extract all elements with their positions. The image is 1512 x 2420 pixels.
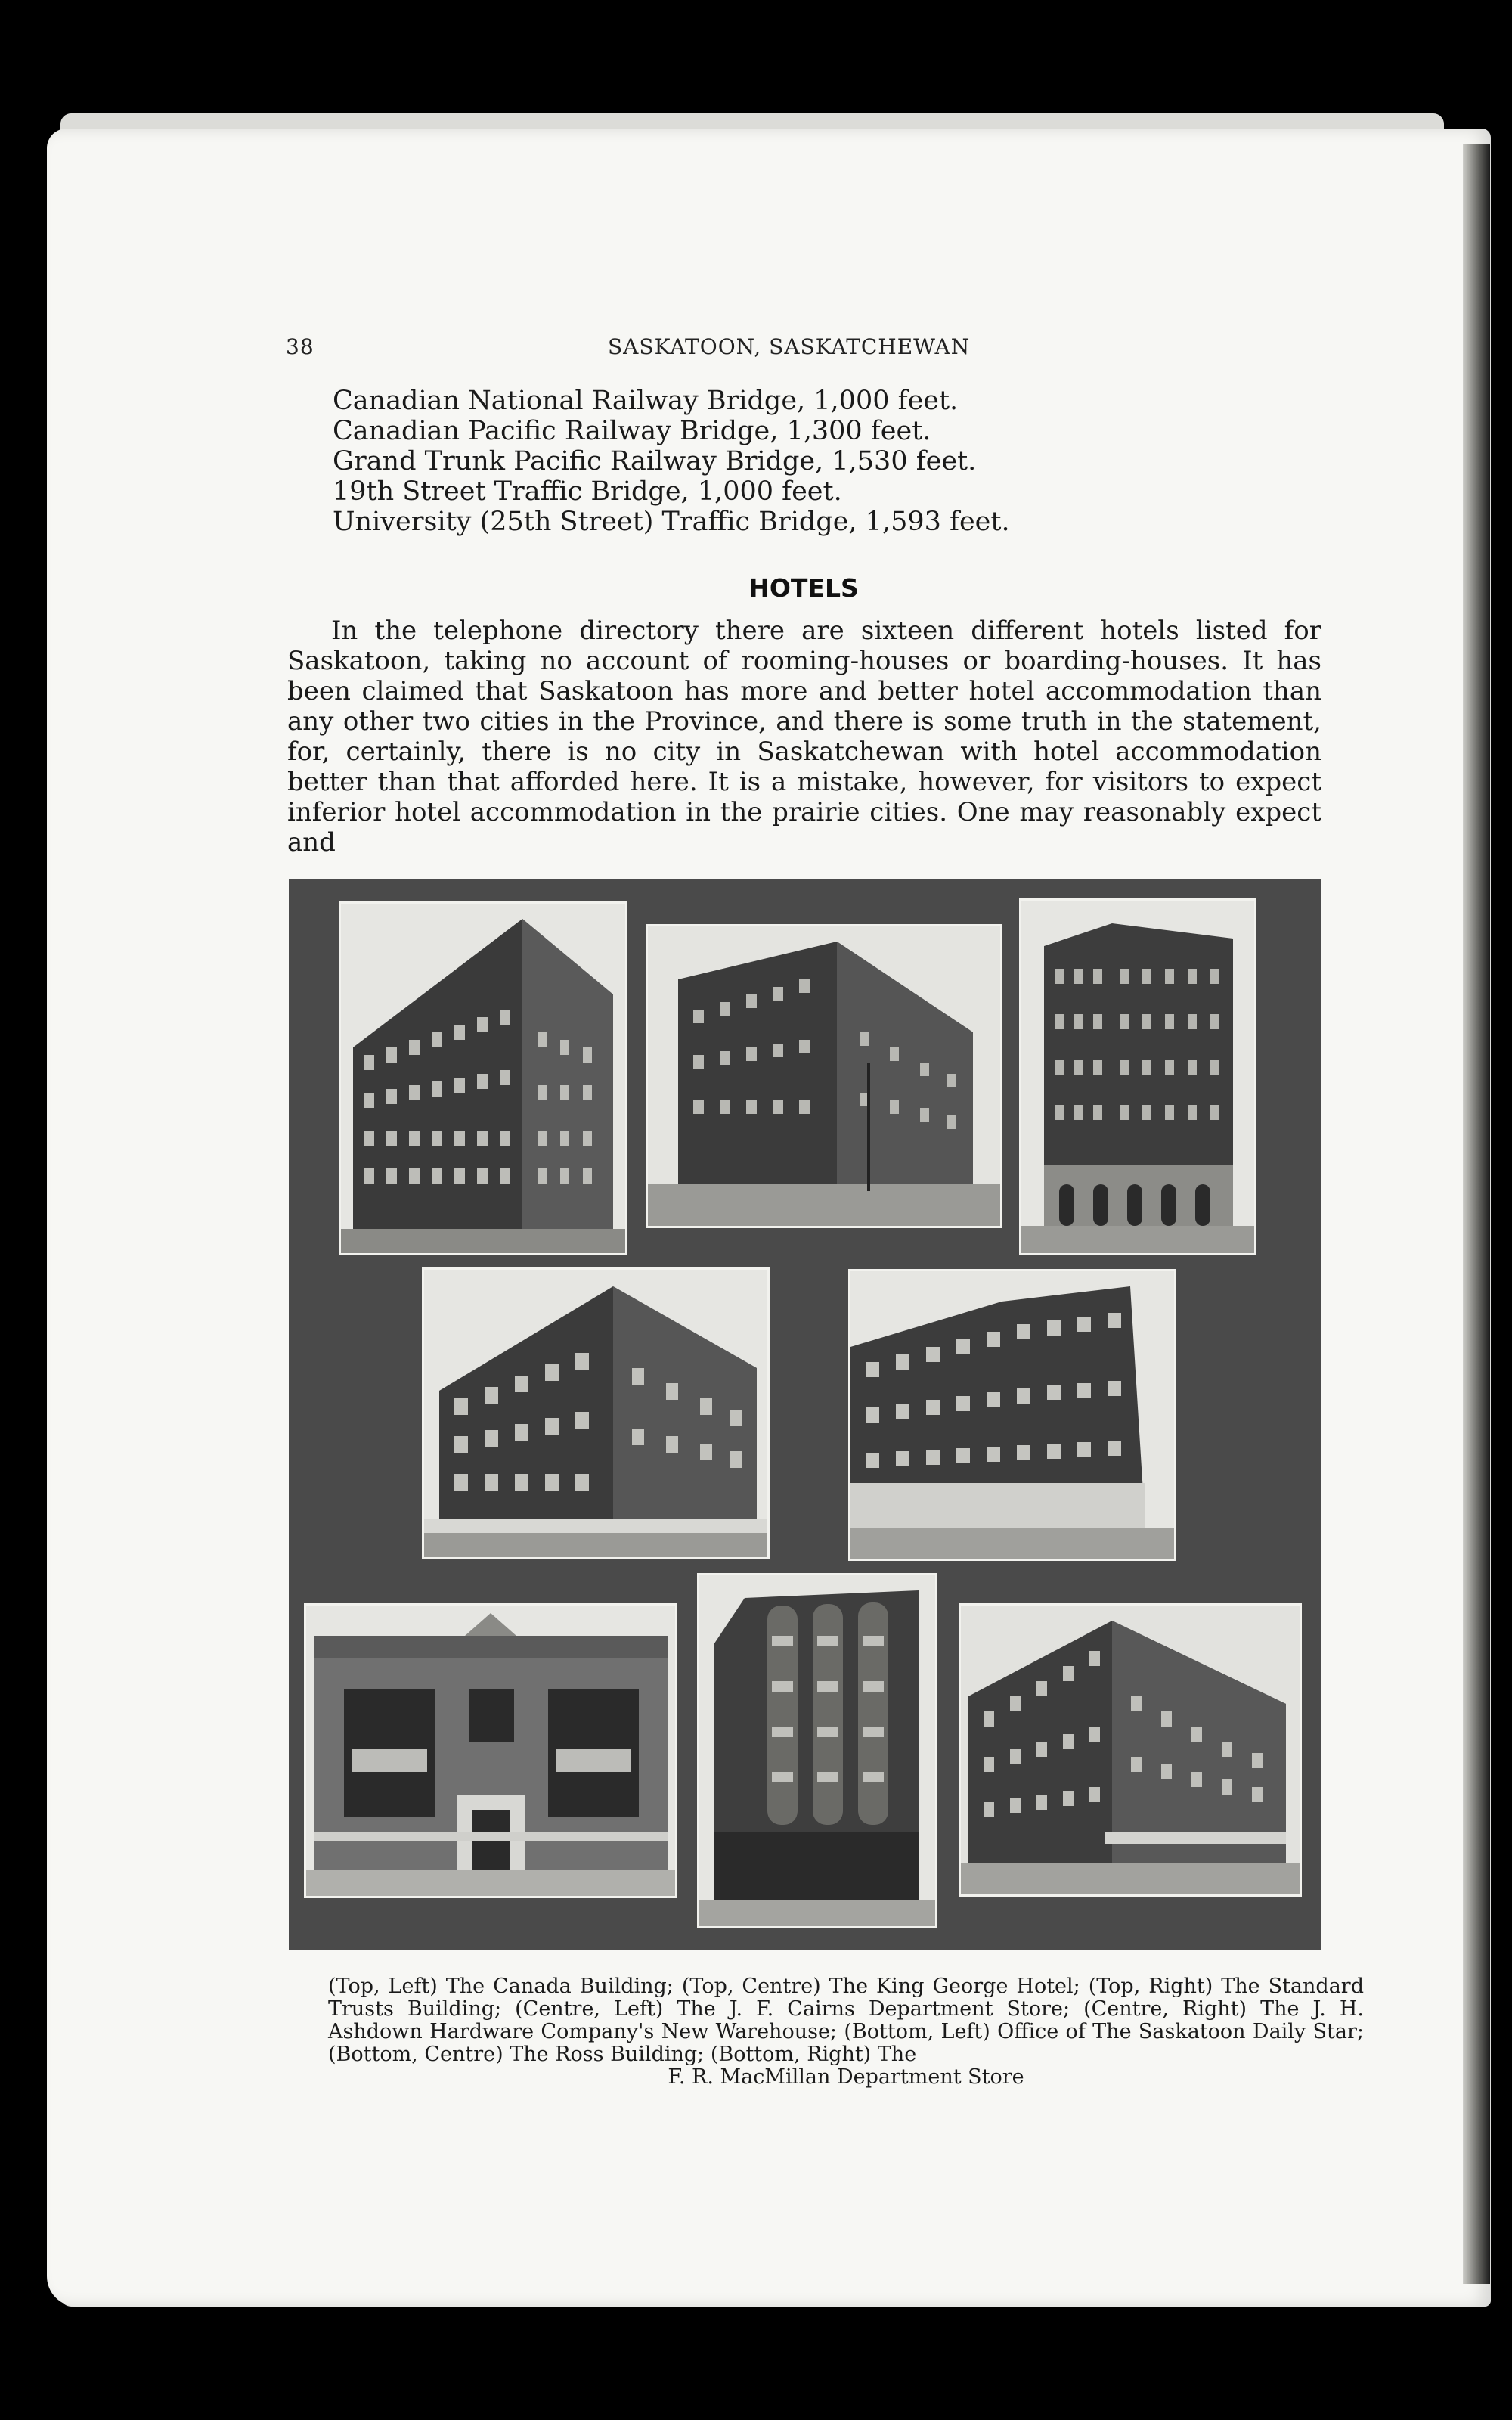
bridge-item: Canadian Pacific Railway Bridge, 1,300 feet. [333,416,931,446]
king-george-hotel-photo [646,924,1002,1228]
building-photo-icon [341,904,625,1253]
building-photo-icon [1021,901,1254,1253]
building-photo-icon [648,926,1000,1226]
building-photo-icon [850,1271,1174,1559]
standard-trusts-building-photo [1019,898,1256,1255]
caption-last-line: F. R. MacMillan Department Store [668,2065,1024,2089]
canada-building-photo [339,901,627,1255]
caption-text: (Top, Left) The Canada Building; (Top, Centre) The King George Hotel; (Top, Right) The Standard Trusts Building; (Centre, Left) The J. F. Cairns Department Store; (Centre, Right) The J. H. Ashdown Hardware Company's New Warehouse; (Bottom, Left) Office of The Saskatoon Daily Star; (Bottom, Centre) The Ross Building; (Bottom, Right) The [328,1975,1364,2066]
macmillan-department-store-photo [959,1603,1302,1897]
ashdown-warehouse-photo [848,1269,1176,1561]
building-photo-icon [699,1575,935,1926]
bridge-item: Canadian National Railway Bridge, 1,000 feet. [333,386,959,416]
section-heading: HOTELS [748,573,859,603]
page-number: 38 [286,334,314,359]
photo-plate [289,879,1321,1950]
book-spine [1463,144,1490,2284]
bridge-list [333,386,1089,537]
body-paragraph: In the telephone directory there are sixteen different hotels listed for Saskatoon, taking no account of rooming-houses or boarding-houses. It has been claimed that Saskatoon has more and better hotel accommodation than any other two cities in the Province, and there is some truth in the statement, for, certainly, there is no city in Saskatchewan with hotel accommodation better than that afforded here. It is a mistake, however, for visitors to expect inferior hotel accommodation in the prairie cities. One may reasonably expect and [287,616,1321,858]
bridge-item: Grand Trunk Pacific Railway Bridge, 1,530 feet. [333,446,977,476]
bridge-item: University (25th Street) Traffic Bridge, 1,593 feet. [333,507,1010,537]
building-photo-icon [961,1606,1300,1894]
building-photo-icon [306,1606,675,1896]
building-photo-icon [424,1270,767,1557]
cairns-department-store-photo [422,1267,770,1559]
page-header [286,334,996,365]
running-head: SASKATOON, SASKATCHEWAN [608,334,971,359]
photo-caption [328,1975,1364,2089]
saskatoon-daily-star-office-photo [304,1603,677,1898]
ross-building-photo [697,1573,937,1928]
bridge-item: 19th Street Traffic Bridge, 1,000 feet. [333,476,842,507]
